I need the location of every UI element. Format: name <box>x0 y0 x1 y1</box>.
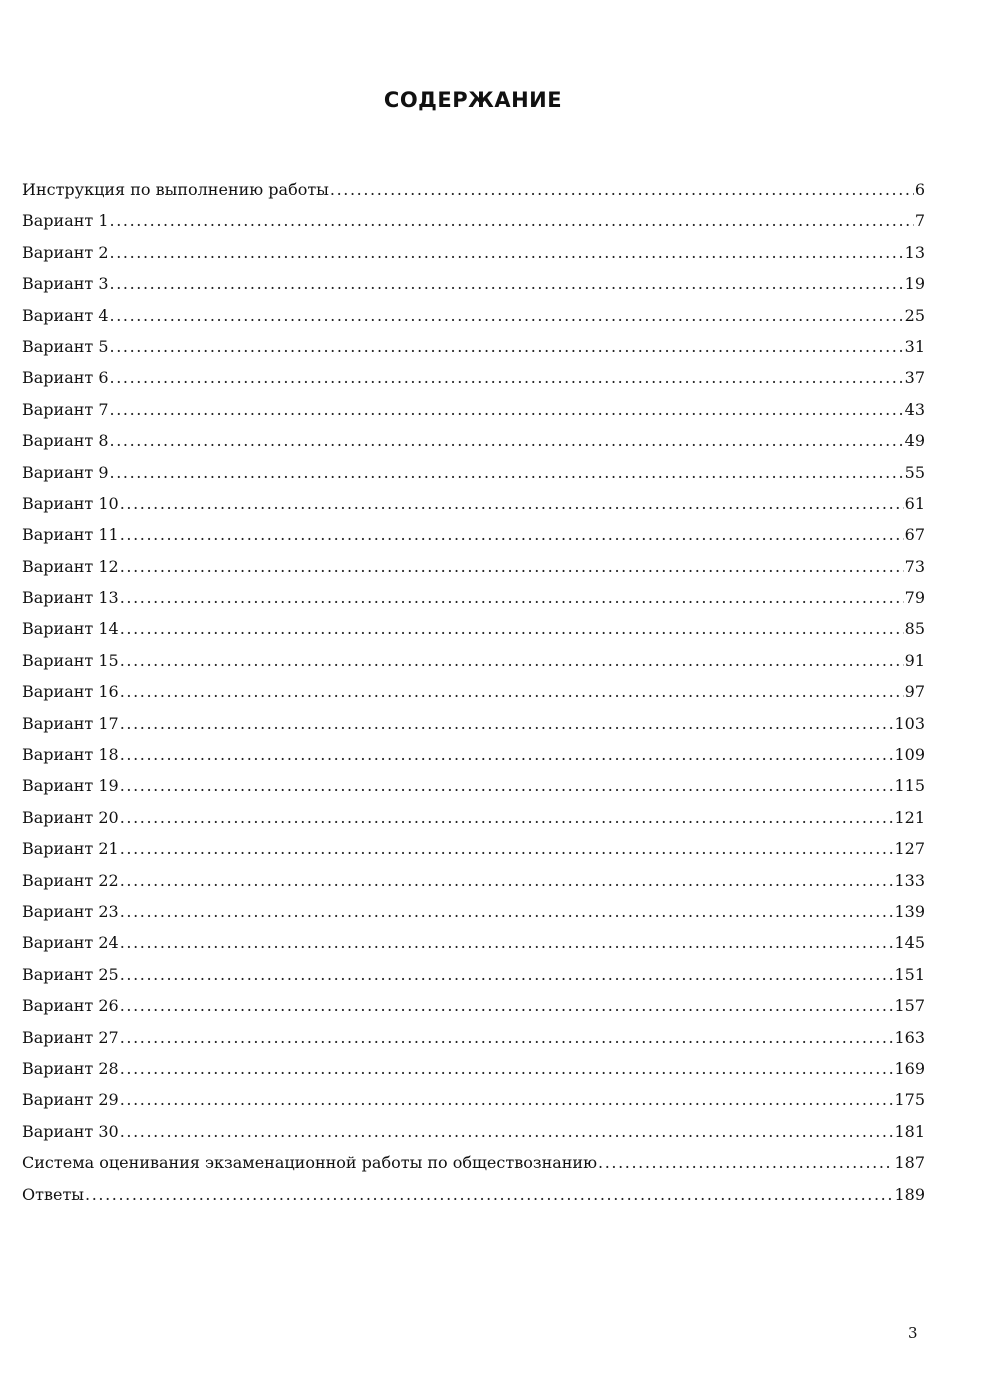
toc-leader-dots <box>110 274 904 293</box>
toc-entry-label: Вариант 21 <box>22 839 119 859</box>
toc-entry-label: Вариант 5 <box>22 336 109 356</box>
toc-leader-dots <box>120 682 904 701</box>
toc-leader-dots <box>120 1090 894 1109</box>
toc-leader-dots <box>110 337 904 356</box>
toc-entry-variant-11[interactable] <box>22 525 925 556</box>
toc-entry-page: 157 <box>894 996 925 1016</box>
toc-entry-page: 61 <box>904 493 925 513</box>
toc-entry-label: Вариант 28 <box>22 1058 119 1078</box>
toc-entry-variant-26[interactable] <box>22 996 925 1027</box>
toc-entry-page: 97 <box>904 682 925 702</box>
toc-entry-instructions[interactable] <box>22 180 925 211</box>
page-title: СОДЕРЖАНИЕ <box>383 88 563 112</box>
toc-entry-variant-17[interactable] <box>22 714 925 745</box>
toc-entry-page: 169 <box>894 1058 925 1078</box>
toc-entry-label: Вариант 24 <box>22 933 119 953</box>
toc-entry-variant-24[interactable] <box>22 933 925 964</box>
toc-entry-label: Вариант 16 <box>22 682 119 702</box>
toc-leader-dots <box>120 557 904 576</box>
toc-entry-page: 139 <box>894 901 925 921</box>
toc-entry-variant-6[interactable] <box>22 368 925 399</box>
toc-leader-dots <box>85 1185 893 1204</box>
toc-leader-dots <box>120 808 894 827</box>
toc-leader-dots <box>110 211 914 230</box>
toc-entry-label: Вариант 14 <box>22 619 119 639</box>
toc-entry-page: 145 <box>894 933 925 953</box>
toc-entry-label: Вариант 9 <box>22 462 109 482</box>
toc-entry-page: 67 <box>904 525 925 545</box>
toc-leader-dots <box>120 933 894 952</box>
toc-entry-answers[interactable] <box>22 1185 925 1216</box>
toc-entry-variant-28[interactable] <box>22 1059 925 1090</box>
toc-entry-page: 175 <box>894 1090 925 1110</box>
toc-entry-label: Вариант 1 <box>22 211 109 231</box>
toc-entry-variant-1[interactable] <box>22 211 925 242</box>
toc-entry-variant-13[interactable] <box>22 588 925 619</box>
toc-entry-variant-7[interactable] <box>22 400 925 431</box>
toc-entry-label: Вариант 18 <box>22 745 119 765</box>
toc-entry-variant-9[interactable] <box>22 463 925 494</box>
toc-leader-dots <box>110 400 904 419</box>
toc-entry-label: Вариант 29 <box>22 1090 119 1110</box>
toc-entry-page: 6 <box>914 180 925 199</box>
toc-leader-dots <box>120 965 894 984</box>
toc-entry-label: Вариант 30 <box>22 1121 119 1141</box>
toc-entry-page: 189 <box>894 1184 925 1204</box>
toc-entry-variant-25[interactable] <box>22 965 925 996</box>
toc-leader-dots <box>330 180 914 199</box>
toc-entry-page: 43 <box>904 399 925 419</box>
toc-entry-page: 73 <box>904 556 925 576</box>
toc-leader-dots <box>110 463 904 482</box>
toc-entry-variant-23[interactable] <box>22 902 925 933</box>
toc-entry-label: Вариант 3 <box>22 274 109 294</box>
toc-entry-page: 25 <box>904 305 925 325</box>
toc-leader-dots <box>120 714 894 733</box>
toc-entry-variant-30[interactable] <box>22 1122 925 1153</box>
toc-entry-page: 13 <box>904 242 925 262</box>
toc-entry-label: Вариант 15 <box>22 650 119 670</box>
toc-entry-variant-22[interactable] <box>22 871 925 902</box>
table-of-contents <box>22 180 925 1216</box>
toc-entry-variant-8[interactable] <box>22 431 925 462</box>
toc-entry-variant-21[interactable] <box>22 839 925 870</box>
toc-entry-variant-27[interactable] <box>22 1028 925 1059</box>
toc-entry-page: 115 <box>894 776 925 796</box>
toc-entry-variant-20[interactable] <box>22 808 925 839</box>
toc-entry-page: 109 <box>894 745 925 765</box>
toc-entry-variant-3[interactable] <box>22 274 925 305</box>
toc-entry-label: Вариант 2 <box>22 242 109 262</box>
toc-leader-dots <box>120 871 894 890</box>
toc-leader-dots <box>110 306 904 325</box>
toc-entry-variant-29[interactable] <box>22 1090 925 1121</box>
toc-entry-label: Вариант 20 <box>22 807 119 827</box>
toc-entry-variant-18[interactable] <box>22 745 925 776</box>
toc-leader-dots <box>120 588 904 607</box>
toc-leader-dots <box>120 1059 894 1078</box>
toc-entry-label: Вариант 19 <box>22 776 119 796</box>
toc-entry-label: Вариант 27 <box>22 1027 119 1047</box>
toc-entry-page: 7 <box>914 211 925 231</box>
toc-entry-page: 85 <box>904 619 925 639</box>
toc-entry-page: 151 <box>894 964 925 984</box>
toc-entry-page: 121 <box>894 807 925 827</box>
toc-leader-dots <box>120 1122 894 1141</box>
toc-leader-dots <box>120 1028 894 1047</box>
toc-entry-variant-19[interactable] <box>22 776 925 807</box>
toc-entry-page: 181 <box>894 1121 925 1141</box>
toc-entry-page: 49 <box>904 431 925 451</box>
toc-entry-label: Система оценивания экзаменационной работы по обществознанию <box>22 1153 598 1173</box>
toc-leader-dots <box>120 651 904 670</box>
toc-entry-page: 127 <box>894 839 925 859</box>
toc-entry-page: 187 <box>894 1153 925 1173</box>
toc-entry-page: 37 <box>904 368 925 388</box>
toc-entry-variant-14[interactable] <box>22 619 925 650</box>
toc-entry-variant-2[interactable] <box>22 243 925 274</box>
toc-entry-label: Вариант 17 <box>22 713 119 733</box>
toc-leader-dots <box>110 243 904 262</box>
toc-entry-label: Инструкция по выполнению работы <box>22 180 329 199</box>
page-number: 3 <box>908 1324 918 1342</box>
toc-entry-label: Вариант 26 <box>22 996 119 1016</box>
toc-entry-label: Вариант 4 <box>22 305 109 325</box>
toc-entry-page: 19 <box>904 274 925 294</box>
toc-leader-dots <box>110 368 904 387</box>
toc-leader-dots <box>120 494 904 513</box>
toc-entry-variant-15[interactable] <box>22 651 925 682</box>
toc-leader-dots <box>120 619 904 638</box>
toc-entry-variant-4[interactable] <box>22 306 925 337</box>
toc-entry-grading-system[interactable] <box>22 1153 925 1184</box>
toc-leader-dots <box>120 745 894 764</box>
toc-leader-dots <box>120 902 894 921</box>
toc-entry-page: 103 <box>894 713 925 733</box>
toc-entry-page: 91 <box>904 650 925 670</box>
toc-entry-variant-5[interactable] <box>22 337 925 368</box>
toc-entry-variant-10[interactable] <box>22 494 925 525</box>
toc-leader-dots <box>598 1153 893 1172</box>
toc-entry-label: Вариант 8 <box>22 431 109 451</box>
toc-entry-variant-12[interactable] <box>22 557 925 588</box>
toc-entry-page: 163 <box>894 1027 925 1047</box>
toc-entry-label: Вариант 23 <box>22 901 119 921</box>
toc-entry-page: 31 <box>904 336 925 356</box>
toc-entry-variant-16[interactable] <box>22 682 925 713</box>
toc-leader-dots <box>120 776 894 795</box>
toc-leader-dots <box>120 525 904 544</box>
toc-entry-page: 133 <box>894 870 925 890</box>
toc-entry-label: Вариант 12 <box>22 556 119 576</box>
toc-entry-page: 79 <box>904 588 925 608</box>
toc-entry-label: Ответы <box>22 1184 85 1204</box>
toc-leader-dots <box>120 996 894 1015</box>
toc-entry-label: Вариант 10 <box>22 493 119 513</box>
toc-entry-label: Вариант 6 <box>22 368 109 388</box>
toc-entry-label: Вариант 22 <box>22 870 119 890</box>
toc-entry-label: Вариант 11 <box>22 525 119 545</box>
toc-leader-dots <box>120 839 894 858</box>
toc-entry-label: Вариант 7 <box>22 399 109 419</box>
toc-entry-page: 55 <box>904 462 925 482</box>
toc-entry-label: Вариант 25 <box>22 964 119 984</box>
toc-entry-label: Вариант 13 <box>22 588 119 608</box>
toc-leader-dots <box>110 431 904 450</box>
